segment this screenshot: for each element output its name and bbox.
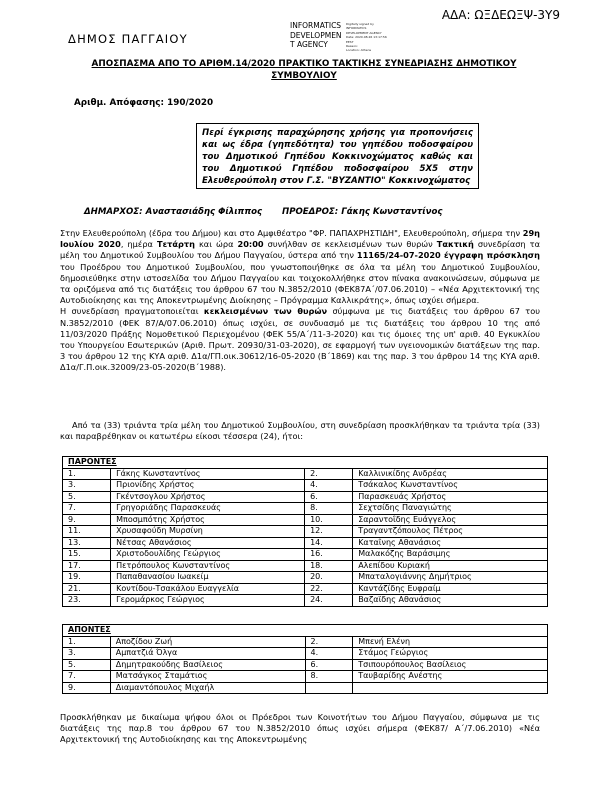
signature-agency-name <box>290 21 342 50</box>
table-row <box>63 671 548 683</box>
member-number: 20. <box>305 572 353 584</box>
body-paragraph <box>60 306 540 373</box>
member-number: 22. <box>305 583 353 595</box>
signature-line: Location: Athens <box>346 48 372 53</box>
member-name: Καντάζίδης Ευφραίμ <box>353 583 548 595</box>
member-number: 6. <box>305 659 353 671</box>
text-run: και ώρα <box>194 239 238 250</box>
signature-line: EEST <box>346 39 354 44</box>
member-name: Στάμος Γεώργιος <box>353 648 548 660</box>
member-name: Σεχτσίδης Παναγιώτης <box>353 503 548 515</box>
member-name: Παρασκευάς Χρήστος <box>353 491 548 503</box>
text-run: του Προέδρου του Δημοτικού Συμβουλίου, που γνωστοποιήθηκε σε όλα τα μέλη του Δημοτικού Συμβουλίου, δημοσιεύθηκε στην ιστοσελίδα του Δήμου Παγγαίου και τοιχοκολλήθηκε στον πίνακα ανακοινώσεων, σύμφωνα με τα οριζόμενα από τις διατάξεις του άρθρου 67 του Ν.3852/2010 (ΦΕΚ87Α΄/07.06.2010) – «Νέα Αρχιτεκτονική της Αυτοδιοίκησης και της Αποκεντρωμένης Διοίκησης – Πρόγραμμα Καλλικράτης», όπως ισχύει σήμερα. <box>60 261 540 306</box>
member-name: Νέτσας Αθανάσιος <box>111 537 305 549</box>
member-number: 10. <box>305 514 353 526</box>
member-name: Πετρόπουλος Κωνσταντίνος <box>111 560 305 572</box>
member-name: Αλεπίδου Κυριακή <box>353 560 548 572</box>
member-number: 9. <box>63 514 111 526</box>
mayor-line: ΔΗΜΑΡΧΟΣ: Αναστασιάδης Φίλιππος <box>84 207 263 217</box>
table-row <box>63 468 548 480</box>
signature-line: Date: 2020.08.26 13:17:56 <box>346 35 387 40</box>
chair-line: ΠΡΟΕΔΡΟΣ: Γάκης Κωνσταντίνος <box>282 207 443 217</box>
member-name: Μαλακόζης Βαράσιμης <box>353 549 548 561</box>
table-row <box>63 537 548 549</box>
digital-signature-details <box>346 22 387 53</box>
absent-members-table <box>62 624 548 694</box>
table-row <box>63 480 548 492</box>
member-name: Δημητρακούδης Βασίλειος <box>110 659 305 671</box>
text-run: Η συνεδρίαση πραγματοποιείται <box>60 306 204 317</box>
signature-line: Digitally signed by <box>346 22 374 26</box>
member-number: 7. <box>63 671 111 683</box>
member-number: 13. <box>63 537 111 549</box>
member-name: Ματσάγκος Σταμάτιος <box>110 671 305 683</box>
member-number: 5. <box>63 491 111 503</box>
member-number: 2. <box>305 468 353 480</box>
member-number: 7. <box>63 503 111 515</box>
meeting-type: Τακτική <box>436 239 474 250</box>
member-name: Τραγαντζόπουλος Πέτρος <box>353 526 548 538</box>
closed-doors-note: κεκλεισμένων των θυρών <box>203 306 328 317</box>
table-row <box>63 503 548 515</box>
member-name: Μποσμπότης Χρήστος <box>111 514 305 526</box>
ada-code: ΑΔΑ: ΩΞΔΕΩΞΨ-3Υ9 <box>441 8 560 22</box>
member-number: 15. <box>63 549 111 561</box>
member-number: 23. <box>63 595 111 607</box>
member-name: Τσάκαλος Κωνσταντίνος <box>353 480 548 492</box>
attendance-paragraph: Από τα (33) τριάντα τρία μέλη του Δημοτικού Συμβουλίου, στη συνεδρίαση προσκλήθηκαν τα τριάντα τρία (33) και παραβρέθηκαν οι κατωτέρω είκοσι τέσσερα (24), ήτοι: <box>60 420 540 442</box>
decision-number: Αριθμ. Απόφασης: 190/2020 <box>74 98 214 108</box>
present-members-table <box>62 456 548 607</box>
invitation-ref: 11165/24-07-2020 έγγραφη πρόσκληση <box>356 250 540 261</box>
member-number: 9. <box>63 682 111 694</box>
member-number: 18. <box>305 560 353 572</box>
member-name: Αμπατζιά Όλγα <box>110 648 305 660</box>
member-number: 1. <box>63 468 111 480</box>
table-row <box>63 526 548 538</box>
member-name: Κοντίδου-Τσακάλου Ευαγγελία <box>111 583 305 595</box>
table-title-row <box>63 457 548 469</box>
member-number: 8. <box>305 503 353 515</box>
table-row <box>63 549 548 561</box>
member-number: 24. <box>305 595 353 607</box>
text-run: συνήλθαν σε κεκλεισμένων των θυρών <box>263 239 437 250</box>
table-row <box>63 514 548 526</box>
member-name: Τσιπουρόπουλος Βασίλειος <box>353 659 548 671</box>
member-name: Παπαθανασίου Ιωακείμ <box>111 572 305 584</box>
document-heading: ΑΠΟΣΠΑΣΜΑ ΑΠΟ ΤΟ ΑΡΙΘΜ.14/2020 ΠΡΑΚΤΙΚΟ ΤΑΚΤΙΚΗΣ ΣΥΝΕΔΡΙΑΣΗΣ ΔΗΜΟΤΙΚΟΥ ΣΥΜΒΟΥΛΙΟΥ <box>91 59 517 81</box>
member-name: Ταυβαρίδης Ανέστης <box>353 671 548 683</box>
member-name: Μπαταλογιάννης Δημήτριος <box>353 572 548 584</box>
member-number: 2. <box>305 636 353 648</box>
member-number: 8. <box>305 671 353 683</box>
member-number: 6. <box>305 491 353 503</box>
table-row <box>63 636 548 648</box>
member-name: Βαζαϊδης Αθανάσιος <box>353 595 548 607</box>
member-number: 1. <box>63 636 111 648</box>
signature-line: Reason: <box>346 44 358 49</box>
member-number: 17. <box>63 560 111 572</box>
municipality-name: ΔΗΜΟΣ ΠΑΓΓΑΙΟΥ <box>68 32 188 46</box>
agency-line: T AGENCY <box>290 40 328 50</box>
member-number <box>305 682 353 694</box>
member-number: 19. <box>63 572 111 584</box>
member-name: Μπενή Ελένη <box>353 636 548 648</box>
member-number: 4. <box>305 480 353 492</box>
member-number: 16. <box>305 549 353 561</box>
member-name: Χριστοδουλίδης Γεώργιος <box>111 549 305 561</box>
table-row <box>63 682 548 694</box>
meeting-time: 20:00 <box>237 239 264 250</box>
meeting-date: 29η Ιουλίου 2020 <box>60 228 540 250</box>
table-title: ΑΠΟΝΤΕΣ <box>63 625 548 637</box>
text-run: σύμφωνα με τις διατάξεις του άρθρου 67 του Ν.3852/2010 (ΦΕΚ 87/Α/07.06.2010) όπως ισχύει, σε συνδυασμό με τις διατάξεις του άρθρου 10 της από 11/03/2020 Πράξης Νομοθετικού Περιεχομένου (ΦΕΚ 55/Α΄/11-3-2020) και τις όμοιες της υπ' αριθ. 40 Εγκυκλίου του Υπουργείου Εσωτερικών (Αριθ. Πρωτ. 20930/31-03-2020), σε εφαρμογή των υγειονομικών διατάξεων της παρ. 3 του άρθρου 12 της ΚΥΑ αριθ. Δ1α/ΓΠ.οικ.30612/16-05-2020 (Β΄1869) και της παρ. 3 του άρθρου 14 της ΚΥΑ αριθ. Δ1α/Γ.Π.οικ.32009/23-05-2020(Β΄1988). <box>60 306 540 373</box>
member-name: Σαραντοΐδης Ευάγγελος <box>353 514 548 526</box>
closing-paragraph: Προσκλήθηκαν με δικαίωμα ψήφου όλοι οι Πρόεδροι των Κοινοτήτων του Δήμου Παγγαίου, σύμφωνα με τις διατάξεις της παρ.8 του άρθρου 67 του Ν.3852/2010 όπως ισχύει σήμερα (ΦΕΚ87/ Α΄/7.06.2010) «Νέα Αρχιτεκτονική της Αυτοδιοίκησης και της Αποκεντρωμένης <box>60 712 540 745</box>
table-row <box>63 572 548 584</box>
body-paragraph <box>60 228 540 306</box>
table-row <box>63 583 548 595</box>
minutes-body <box>60 228 540 374</box>
member-name: Αποζίδου Ζωή <box>110 636 305 648</box>
table-row <box>63 659 548 671</box>
member-name: Γκέντσογλου Χρήστος <box>111 491 305 503</box>
signature-line: DEVELOPMENT AGENCY <box>346 30 382 35</box>
meeting-day: Τετάρτη <box>156 239 195 250</box>
subject-text: Περί έγκρισης παραχώρησης χρήσης για προπονήσεις και ως έδρα (γηπεδότητα) του γηπέδου ποδοσφαίρου του Δημοτικού Γηπέδου Κοκκινοχώματος καθώς και του Δημοτικού Γηπέδου ποδοσφαίρου 5Χ5 στην Ελευθερούπολη στον Γ.Σ. "ΒΥΖΑΝΤΙΟ" Κοκκινοχώματος <box>202 128 473 187</box>
table-title-row <box>63 625 548 637</box>
member-name <box>353 682 548 694</box>
member-number: 5. <box>63 659 111 671</box>
agency-line: DEVELOPMEN <box>290 30 342 40</box>
member-number: 11. <box>63 526 111 538</box>
member-name: Διαμαντόπουλος Μιχαήλ <box>110 682 305 694</box>
member-number: 3. <box>63 480 111 492</box>
member-number: 12. <box>305 526 353 538</box>
agency-line: INFORMATICS <box>290 21 342 30</box>
table-row <box>63 648 548 660</box>
text-run: Στην Ελευθερούπολη (έδρα του Δήμου) και στο Αμφιθέατρο "ΦΡ. ΠΑΠΑΧΡΗΣΤΙΔΗ", Ελευθερούπολη, σήμερα την <box>60 228 523 238</box>
member-number: 14. <box>305 537 353 549</box>
table-title: ΠΑΡΟΝΤΕΣ <box>63 457 548 469</box>
member-name: Γερομάρκος Γεώργιος <box>111 595 305 607</box>
member-number: 21. <box>63 583 111 595</box>
signature-line: INFORMATICS <box>346 26 367 31</box>
table-row <box>63 491 548 503</box>
member-name: Καταΐνης Αθανάσιος <box>353 537 548 549</box>
member-number: 3. <box>63 648 111 660</box>
text-run: , ημέρα <box>120 239 157 250</box>
table-row <box>63 595 548 607</box>
member-name: Χρυσαφούδη Μυρσίνη <box>111 526 305 538</box>
member-name: Καλλινικίδης Ανδρέας <box>353 468 548 480</box>
text-run: συνεδρίαση τα μέλη του Δημοτικού Συμβουλίου του Δήμου Παγγαίου, ύστερα από την <box>60 239 540 261</box>
table-row <box>63 560 548 572</box>
member-name: Πριονίδης Χρήστος <box>111 480 305 492</box>
subject-box <box>196 123 479 189</box>
member-name: Γάκης Κωνσταντίνος <box>111 468 305 480</box>
member-name: Γρηγοριάδης Παρασκευάς <box>111 503 305 515</box>
member-number: 4. <box>305 648 353 660</box>
